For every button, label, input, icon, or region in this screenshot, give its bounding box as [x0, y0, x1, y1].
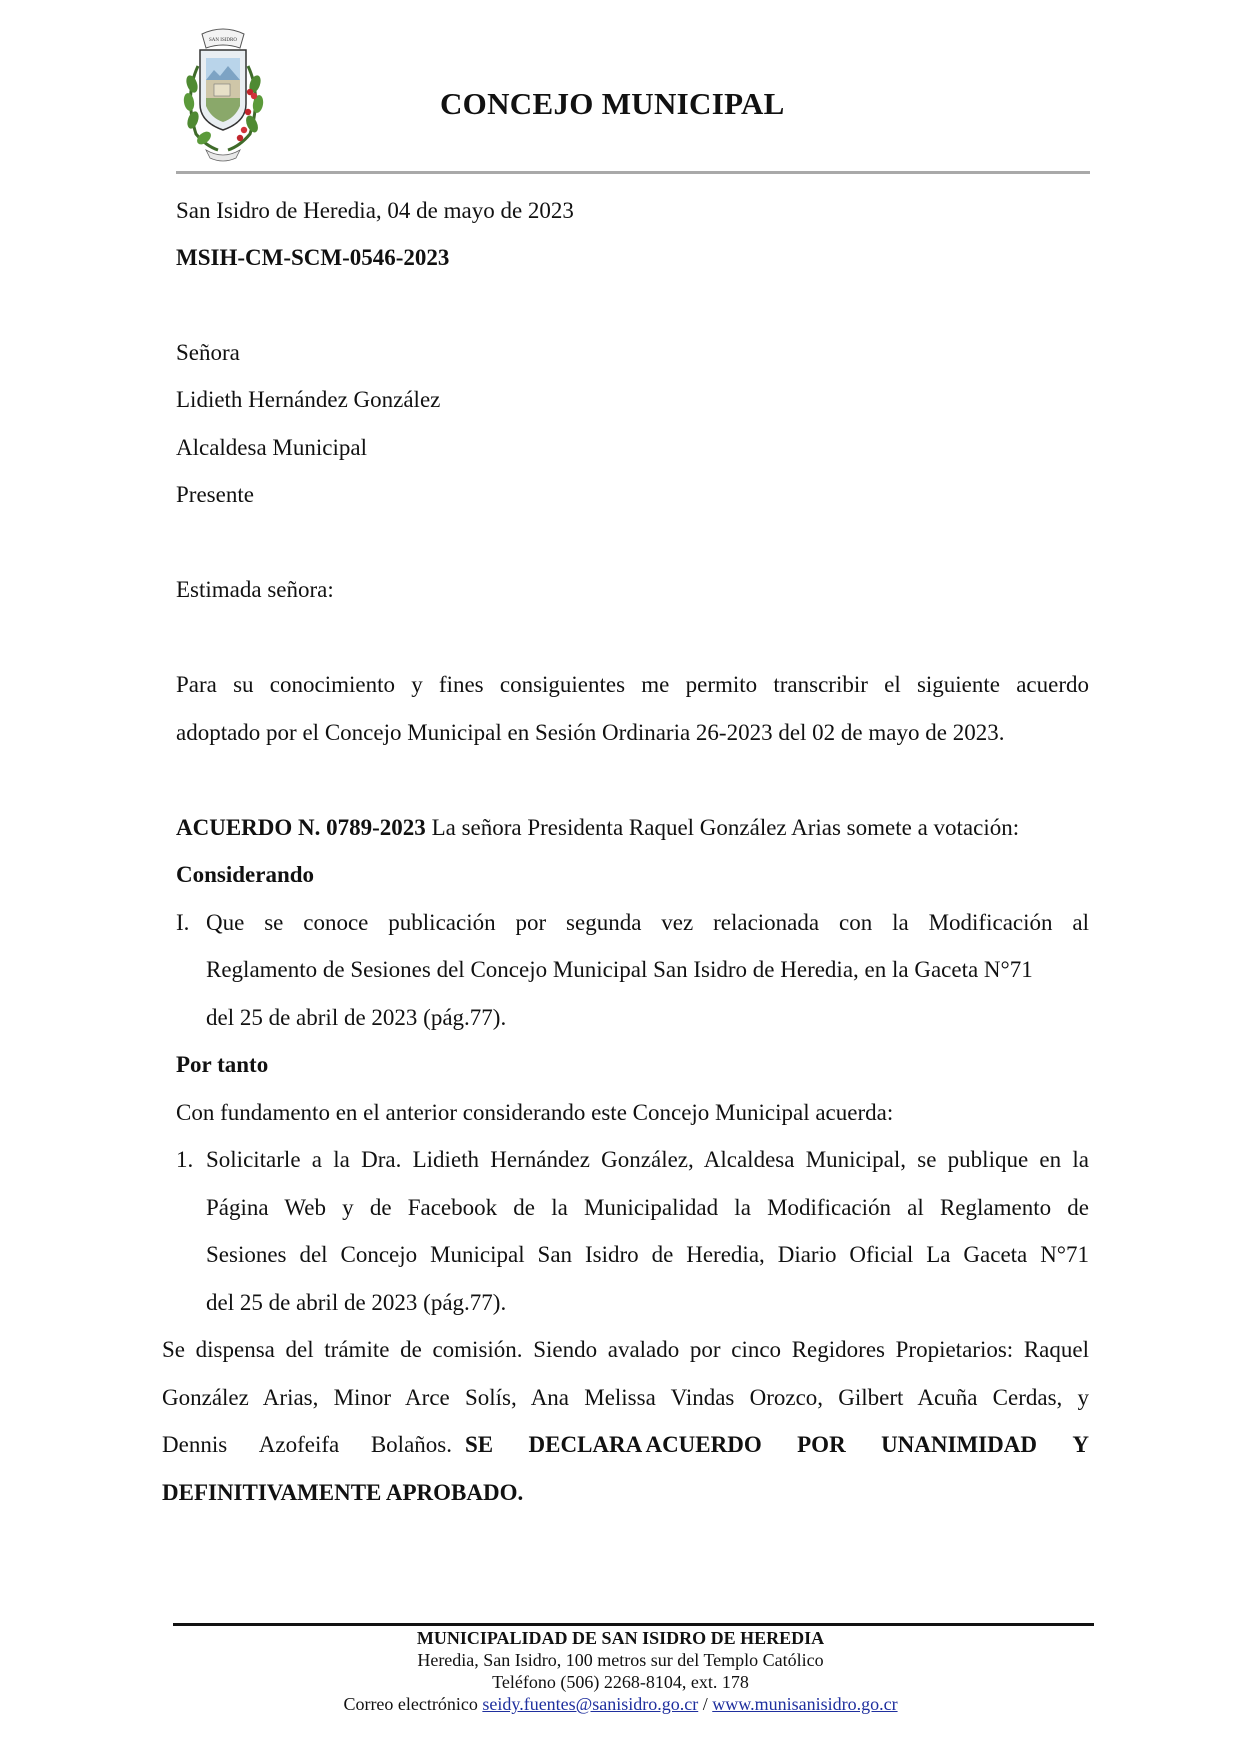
resolution-marker: 1.: [176, 1147, 194, 1172]
closing-name-last: Bolaños.: [370, 1432, 452, 1457]
agreement-intro: [176, 813, 1019, 843]
por-tanto-heading: Por tanto: [176, 1052, 269, 1077]
recipient-name: Lidieth Hernández González: [176, 387, 441, 412]
header-divider: [176, 171, 1090, 174]
footer-website-link[interactable]: www.munisanisidro.go.cr: [712, 1694, 898, 1714]
considerando-line-2: Reglamento de Sesiones del Concejo Municipal San Isidro de Heredia, en la Gaceta N°71: [206, 957, 1033, 982]
recipient-position: Alcaldesa Municipal: [176, 435, 367, 460]
resolution-line-3: Sesiones del Concejo Municipal San Isidro de Heredia, Diario Oficial La Gaceta N°71: [206, 1242, 1089, 1267]
closing-line-2: González Arias, Minor Arce Solís, Ana Melissa Vindas Orozco, Gilbert Acuña Cerdas, y: [162, 1385, 1089, 1410]
agreement-number: ACUERDO N. 0789-2023: [176, 815, 426, 840]
closing-name-first: Dennis: [162, 1432, 228, 1457]
considerando-marker: I.: [176, 910, 190, 935]
resolution-line-1: Solicitarle a la Dra. Lidieth Hernández González, Alcaldesa Municipal, se publique en la: [206, 1147, 1089, 1172]
intro-line-1: Para su conocimiento y fines consiguientes me permito transcribir el siguiente acuerdo: [176, 672, 1089, 697]
footer-email-label: Correo electrónico: [343, 1694, 483, 1714]
footer-divider: [173, 1623, 1094, 1626]
svg-text:SAN ISIDRO: SAN ISIDRO: [209, 38, 237, 43]
footer-separator: /: [698, 1694, 713, 1714]
closing-name-middle: Azofeifa: [258, 1432, 340, 1457]
closing-line-3: [162, 1430, 1089, 1460]
footer-email-link[interactable]: seidy.fuentes@sanisidro.go.cr: [482, 1694, 699, 1714]
intro-line-2: adoptado por el Concejo Municipal en Sesión Ordinaria 26-2023 del 02 de mayo de 2023.: [176, 720, 1005, 745]
municipal-coat-of-arms-logo: [180, 26, 266, 162]
recipient-presente: Presente: [176, 482, 254, 507]
recipient-title: Señora: [176, 340, 240, 365]
closing-declaration-end: DEFINITIVAMENTE APROBADO.: [162, 1480, 524, 1505]
considerando-heading: Considerando: [176, 862, 315, 887]
letter-date: San Isidro de Heredia, 04 de mayo de 2023: [176, 198, 574, 223]
closing-signers-end: [162, 1430, 452, 1460]
letter-greeting: Estimada señora:: [176, 577, 334, 602]
footer-organization: MUNICIPALIDAD DE SAN ISIDRO DE HEREDIA: [416, 1628, 825, 1648]
considerando-line-1: Que se conoce publicación por segunda vez relacionada con la Modificación al: [206, 910, 1089, 935]
page-title: CONCEJO MUNICIPAL: [440, 86, 785, 121]
resolution-line-4: del 25 de abril de 2023 (pág.77).: [206, 1290, 507, 1315]
letter-reference: MSIH-CM-SCM-0546-2023: [176, 245, 450, 270]
closing-declaration-start: SE DECLARA ACUERDO POR UNANIMIDAD Y: [465, 1432, 1089, 1457]
resolution-line-2: Página Web y de Facebook de la Municipalidad la Modificación al Reglamento de: [206, 1195, 1089, 1220]
footer-phone: Teléfono (506) 2268-8104, ext. 178: [492, 1672, 749, 1692]
footer-contact: [0, 1693, 1241, 1715]
closing-line-1: Se dispensa del trámite de comisión. Siendo avalado por cinco Regidores Propietarios: Raquel: [162, 1337, 1089, 1362]
considerando-line-3: del 25 de abril de 2023 (pág.77).: [206, 1005, 507, 1030]
agreement-lead: La señora Presidenta Raquel González Arias somete a votación:: [425, 815, 1020, 840]
footer-address: Heredia, San Isidro, 100 metros sur del Templo Católico: [417, 1650, 824, 1670]
por-tanto-intro: Con fundamento en el anterior considerando este Concejo Municipal acuerda:: [176, 1100, 894, 1125]
